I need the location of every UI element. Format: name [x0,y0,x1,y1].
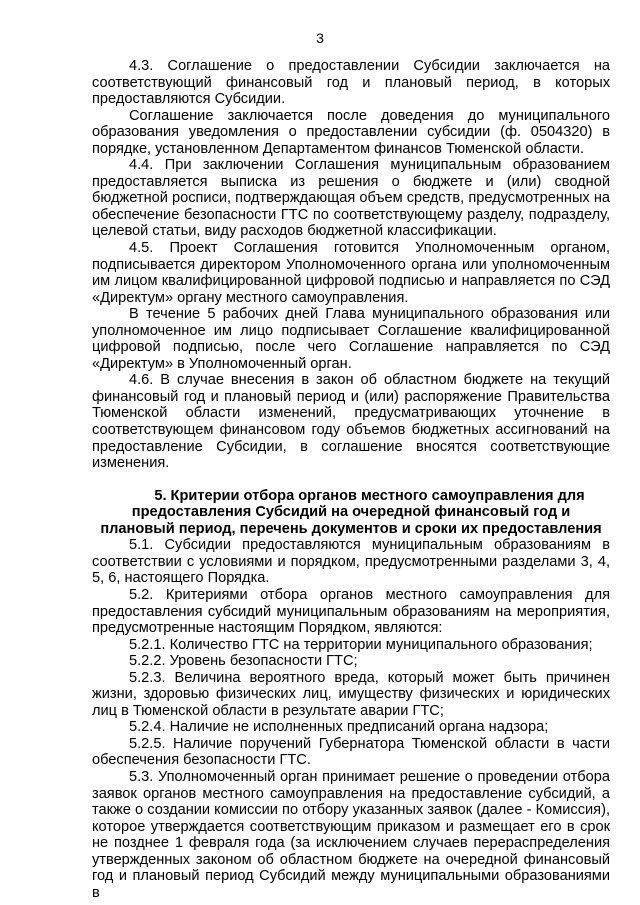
paragraph-5-1: 5.1. Субсидии предоставляются муниципальным образованиям в соответствии с условиями и порядком, предусмотренными разделами 3, 4, 5, 6, настоящего Порядка. [92,537,610,587]
paragraph-5-2-3: 5.2.3. Величина вероятного вреда, который может быть причинен жизни, здоровью физических лиц, имуществу физических и юридических лиц в Тюменской области в результате аварии ГТС; [92,669,610,719]
page-number: 3 [316,30,324,46]
paragraph-4-4: 4.4. При заключении Соглашения муниципальным образованием предоставляется выписка из решения о бюджете и (или) сводной бюджетной росписи, подтверждающая объем средств, предусмотренных на обеспечение безопасности ГТС по соответствующему разделу, подразделу, целевой статьи, виду расходов бюджетной классификации. [92,157,610,240]
document-body [92,58,610,901]
paragraph-5-2-5: 5.2.5. Наличие поручений Губернатора Тюменской области в части обеспечения безопасности ГТС. [92,735,610,769]
paragraph-5-2-4: 5.2.4. Наличие не исполненных предписаний органа надзора; [129,719,549,736]
paragraph-5-2-1: 5.2.1. Количество ГТС на территории муниципального образования; [129,636,593,653]
paragraph-4-6: 4.6. В случае внесения в закон об областном бюджете на текущий финансовый год и плановый период и (или) распоряжение Правительства Тюменской области изменений, предусматривающих уточнение в соответствующем финансовом году объемов бюджетных ассигнований на предоставление Субсидии, в соглашение вносятся соответствующие изменения. [92,372,610,472]
paragraph-5-2: 5.2. Критериями отбора органов местного самоуправления для предоставления субсидий муниципальным образованиям на мероприятия, предусмотренные настоящим Порядком, являются: [92,586,610,637]
paragraph-4-5: 4.5. Проект Соглашения готовится Уполномоченным органом, подписывается директором Уполномоченного органа или уполномоченным им лицом квалифицированной цифровой подписью и направляется по СЭД «Директум» органу местного самоуправления. [92,240,610,306]
paragraph-agreement-conclusion: Соглашение заключается после доведения до муниципального образования уведомления о предоставлении субсидии (ф. 0504320) в порядке, установленном Департаментом финансов Тюменской области. [92,107,610,157]
paragraph-4-3: 4.3. Соглашение о предоставлении Субсидии заключается на соответствующий финансовый год и плановый период, в которых предоставляются Субсидии. [92,58,610,108]
section-5-heading: 5. Критерии отбора органов местного самоуправления для предоставления Субсидий на очередной финансовый год и плановый период, перечень документов и сроки их предоставления [100,487,602,537]
paragraph-5-2-2: 5.2.2. Уровень безопасности ГТС; [129,653,358,670]
paragraph-signing-deadline: В течение 5 рабочих дней Глава муниципального образования или уполномоченное им лицо подписывает Соглашение квалифицированной цифровой подписью, после чего Соглашение направляется по СЭД «Директум» в Уполномоченный орган. [92,306,610,372]
paragraph-5-3: 5.3. Уполномоченный орган принимает решение о проведении отбора заявок органов местного самоуправления на предоставление субсидий, а также о создании комиссии по отбору указанных заявок (далее - Комиссия), которое утверждается соответствующим приказом и размещает его в срок не позднее 1 февраля года (за исключением случаев перераспределения утвержденных законом об областном бюджете на очередной финансовый год и плановый период Субсидий между муниципальными образованиями в [92,768,610,901]
